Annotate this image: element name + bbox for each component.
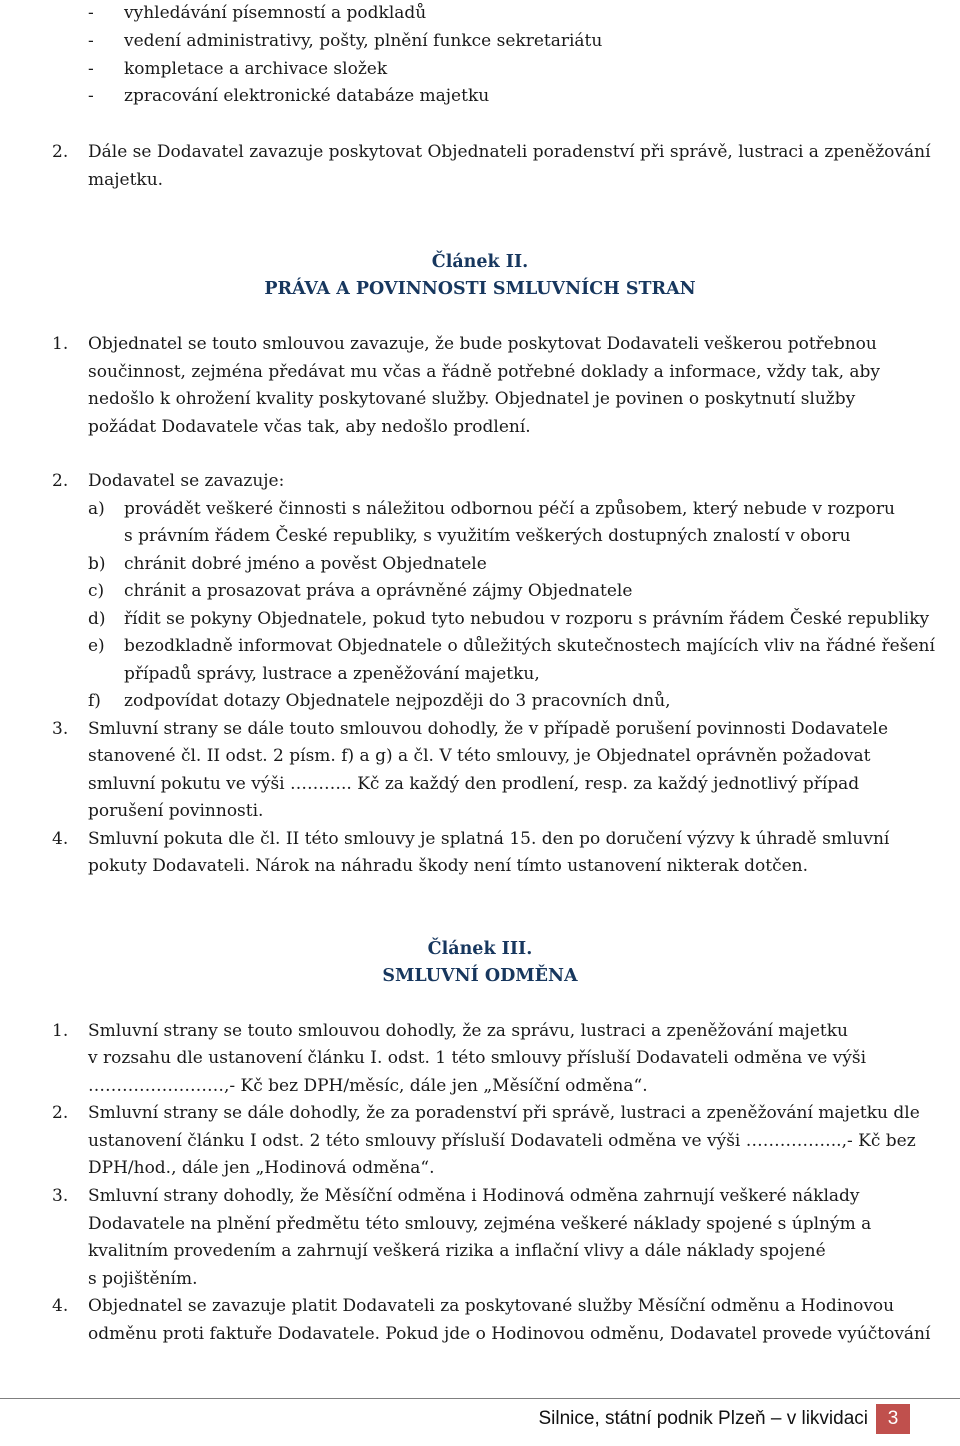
paragraph-line: kvalitním provedením a zahrnují veškerá rizika a inflační vlivy a dále náklady spojené <box>88 1241 826 1261</box>
paragraph-line: Smluvní strany se dále touto smlouvou dohodly, že v případě porušení povinnosti Dodavatele <box>88 719 889 739</box>
list-item: vyhledávání písemností a podkladů <box>124 3 427 23</box>
item-text: s právním řádem České republiky, s využitím veškerých dostupných znalostí v oboru <box>124 526 851 546</box>
paragraph-number: 3. <box>52 719 69 739</box>
page-footer <box>539 1404 911 1434</box>
paragraph-number: 2. <box>52 471 69 491</box>
footer-company: Silnice, státní podnik Plzeň – v likvidaci <box>538 1408 868 1429</box>
paragraph-line: porušení povinnosti. <box>88 801 264 821</box>
paragraph-line: s pojištěním. <box>88 1269 198 1289</box>
item-label: f) <box>88 691 101 711</box>
paragraph-line: ……………………,- Kč bez DPH/měsíc, dále jen „Měsíční odměna“. <box>88 1076 648 1096</box>
paragraph-line: smluvní pokutu ve výši ……….. Kč za každý den prodlení, resp. za každý jednotlivý případ <box>88 774 860 794</box>
paragraph-line: DPH/hod., dále jen „Hodinová odměna“. <box>88 1158 435 1178</box>
list-item: kompletace a archivace složek <box>124 59 388 79</box>
paragraph-line: Objednatel se zavazuje platit Dodavateli za poskytované služby Měsíční odměnu a Hodinovou <box>88 1296 895 1316</box>
page-number: 3 <box>876 1404 910 1434</box>
paragraph-line: součinnost, zejména předávat mu včas a řádně potřebné doklady a informace, vždy tak, aby <box>88 362 881 382</box>
item-text: provádět veškeré činnosti s náležitou odbornou péčí a způsobem, který nebude v rozporu <box>124 499 895 519</box>
paragraph-number: 4. <box>52 829 69 849</box>
paragraph-line: Smluvní strany se touto smlouvou dohodly, že za správu, lustraci a zpeněžování majetku <box>88 1021 848 1041</box>
list-item: vedení administrativy, pošty, plnění funkce sekretariátu <box>124 31 603 51</box>
paragraph-line: Objednatel se touto smlouvou zavazuje, že bude poskytovat Dodavateli veškerou potřebnou <box>88 334 877 354</box>
item-label: a) <box>88 499 105 519</box>
paragraph-line: nedošlo k ohrožení kvality poskytované služby. Objednatel je povinen o poskytnutí služby <box>88 389 856 409</box>
paragraph-number: 1. <box>52 1021 69 1041</box>
item-label: c) <box>88 581 105 601</box>
list-dash: - <box>88 3 94 23</box>
article-title: Článek III. <box>427 939 533 959</box>
item-label: b) <box>88 554 106 574</box>
footer-divider <box>0 1398 960 1399</box>
paragraph-line: ustanovení článku I odst. 2 této smlouvy přísluší Dodavateli odměna ve výši ……………..,- Kč bez <box>88 1131 916 1151</box>
paragraph-line: stanovené čl. II odst. 2 písm. f) a g) a čl. V této smlouvy, je Objednatel oprávněn požadovat <box>88 746 871 766</box>
item-text: případů správy, lustrace a zpeněžování majetku, <box>124 664 540 684</box>
paragraph-number: 2. <box>52 142 69 162</box>
item-label: e) <box>88 636 105 656</box>
paragraph-line: požádat Dodavatele včas tak, aby nedošlo prodlení. <box>88 417 531 437</box>
item-text: řídit se pokyny Objednatele, pokud tyto nebudou v rozporu s právním řádem České republiky <box>124 609 930 629</box>
paragraph-number: 3. <box>52 1186 69 1206</box>
item-text: bezodkladně informovat Objednatele o důležitých skutečnostech majících vliv na řádné řešení <box>124 636 935 656</box>
item-text: zodpovídat dotazy Objednatele nejpozději do 3 pracovních dnů, <box>124 691 671 711</box>
article-title: Článek II. <box>431 252 529 272</box>
article-subtitle: SMLUVNÍ ODMĚNA <box>382 966 578 986</box>
paragraph-line: Smluvní strany dohodly, že Měsíční odměna i Hodinová odměna zahrnují veškeré náklady <box>88 1186 860 1206</box>
item-text: chránit a prosazovat práva a oprávněné zájmy Objednatele <box>124 581 633 601</box>
item-text: chránit dobré jméno a pověst Objednatele <box>124 554 487 574</box>
paragraph-line: Dodavatele na plnění předmětu této smlouvy, zejména veškeré náklady spojené s úplným a <box>88 1214 872 1234</box>
list-dash: - <box>88 31 94 51</box>
paragraph-number: 2. <box>52 1103 69 1123</box>
paragraph-line: majetku. <box>88 170 164 190</box>
list-dash: - <box>88 86 94 106</box>
paragraph-line: Smluvní pokuta dle čl. II této smlouvy je splatná 15. den po doručení výzvy k úhradě smluvní <box>88 829 890 849</box>
paragraph-number: 4. <box>52 1296 69 1316</box>
paragraph-line: Smluvní strany se dále dohodly, že za poradenství při správě, lustraci a zpeněžování majetku dle <box>88 1103 920 1123</box>
paragraph-line: pokuty Dodavateli. Nárok na náhradu škody není tímto ustanovení nikterak dotčen. <box>88 856 809 876</box>
item-label: d) <box>88 609 106 629</box>
paragraph-number: 1. <box>52 334 69 354</box>
paragraph-line: odměnu proti faktuře Dodavatele. Pokud jde o Hodinovou odměnu, Dodavatel provede vyúčtování <box>88 1324 931 1344</box>
paragraph-intro: Dodavatel se zavazuje: <box>88 471 285 491</box>
list-item: zpracování elektronické databáze majetku <box>124 86 490 106</box>
list-dash: - <box>88 59 94 79</box>
paragraph-line: Dále se Dodavatel zavazuje poskytovat Objednateli poradenství při správě, lustraci a zpeněžování <box>88 142 931 162</box>
article-subtitle: PRÁVA A POVINNOSTI SMLUVNÍCH STRAN <box>264 279 696 299</box>
paragraph-line: v rozsahu dle ustanovení článku I. odst. 1 této smlouvy přísluší Dodavateli odměna ve výši <box>88 1048 867 1068</box>
